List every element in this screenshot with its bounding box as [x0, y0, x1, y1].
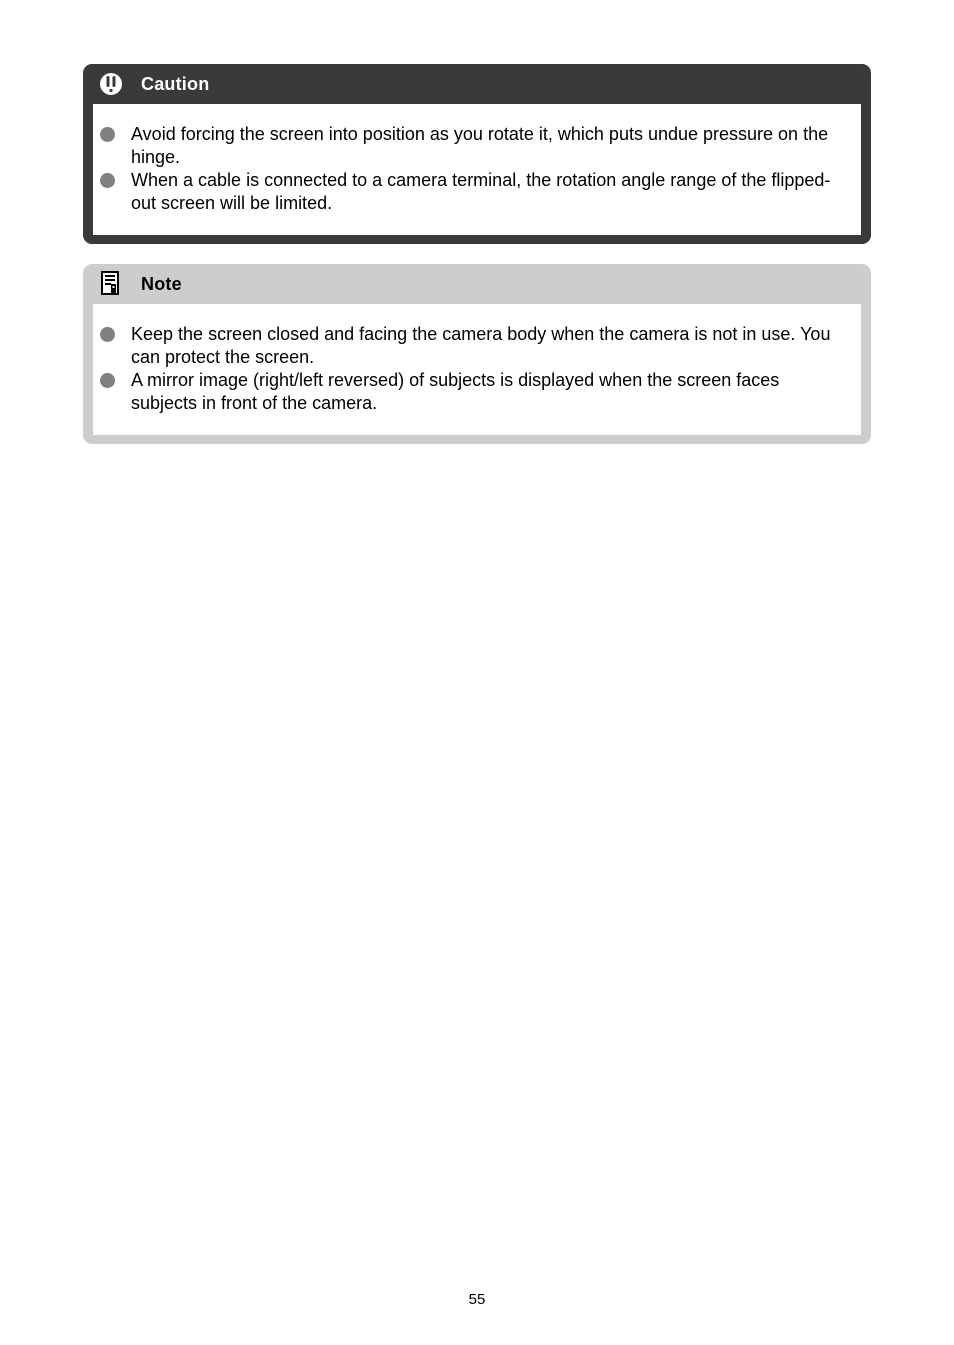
memo-icon	[97, 270, 125, 298]
bullet-icon	[100, 173, 115, 188]
list-item-text: A mirror image (right/left reversed) of subjects is displayed when the screen faces subjects in front of the camera.	[131, 370, 780, 413]
note-header	[83, 264, 861, 304]
list-item	[93, 169, 861, 215]
caution-box	[83, 64, 871, 244]
caution-list	[93, 123, 861, 215]
caution-title: Caution	[141, 73, 210, 94]
caution-body	[93, 104, 861, 235]
list-item	[93, 323, 861, 369]
list-item-text: Avoid forcing the screen into position as you rotate it, which puts undue pressure on the hinge.	[131, 124, 829, 167]
page-number: 55	[468, 1291, 486, 1308]
note-list	[93, 323, 861, 415]
caution-header	[83, 64, 861, 104]
note-title: Note	[141, 273, 182, 294]
list-item-text: Keep the screen closed and facing the camera body when the camera is not in use. You can protect the screen.	[131, 324, 831, 367]
list-item	[93, 369, 861, 415]
note-body	[93, 304, 861, 435]
list-item	[93, 123, 861, 169]
exclamation-icon	[97, 70, 125, 98]
list-item-text: When a cable is connected to a camera terminal, the rotation angle range of the flipped-out screen will be limited.	[131, 170, 831, 213]
note-box	[83, 264, 871, 444]
bullet-icon	[100, 127, 115, 142]
bullet-icon	[100, 327, 115, 342]
bullet-icon	[100, 373, 115, 388]
